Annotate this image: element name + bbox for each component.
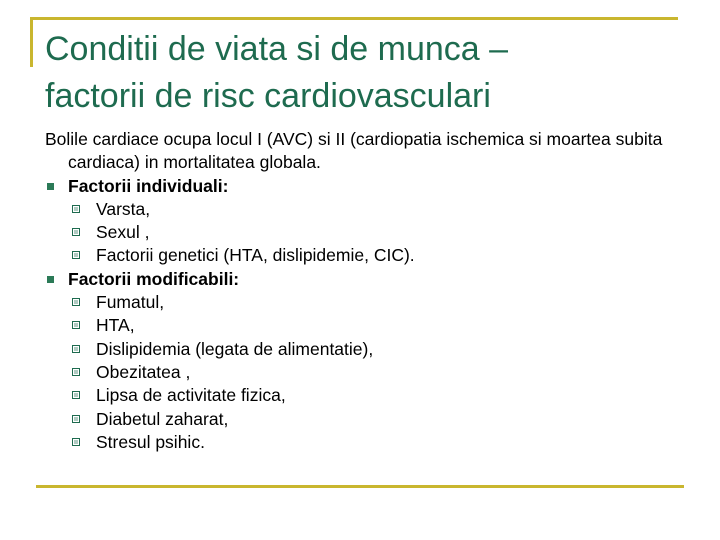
hollow-square-bullet-icon [72, 415, 80, 423]
hollow-square-bullet-icon [72, 438, 80, 446]
hollow-square-bullet-icon [72, 391, 80, 399]
top-accent-line [30, 17, 678, 20]
hollow-square-bullet-icon [72, 298, 80, 306]
list-item [45, 431, 685, 454]
hollow-square-bullet-icon [72, 368, 80, 376]
group-individual-factors [45, 175, 685, 198]
slide-title [45, 26, 685, 120]
list-item [45, 291, 685, 314]
list-item-text: Lipsa de activitate fizica, [96, 385, 286, 406]
list-item [45, 384, 685, 407]
slide-body [45, 128, 685, 454]
list-item [45, 314, 685, 337]
square-bullet-icon [47, 183, 54, 190]
hollow-square-bullet-icon [72, 345, 80, 353]
list-item [45, 338, 685, 361]
list-item [45, 408, 685, 431]
group-label: Factorii modificabili: [68, 268, 240, 289]
title-line-1: Conditii de viata si de munca – [45, 30, 509, 68]
hollow-square-bullet-icon [72, 321, 80, 329]
list-item [45, 361, 685, 384]
intro-paragraph: Bolile cardiace ocupa locul I (AVC) si II (cardiopatia ischemica si moartea subita cardiaca) in mortalitatea globala. [45, 129, 663, 173]
list-item-text: Varsta, [96, 198, 151, 219]
group-modifiable-factors [45, 268, 685, 291]
group-label: Factorii individuali: [68, 175, 229, 196]
list-item [45, 244, 685, 267]
left-accent-line [30, 17, 33, 67]
list-item-text: Stresul psihic. [96, 431, 205, 452]
list-item [45, 221, 685, 244]
list-item-text: Dislipidemia (legata de alimentatie), [96, 338, 374, 359]
list-item-text: Fumatul, [96, 292, 165, 313]
list-item [45, 198, 685, 221]
hollow-square-bullet-icon [72, 228, 80, 236]
list-item-text: Sexul , [96, 222, 150, 243]
list-item-text: HTA, [96, 315, 135, 336]
square-bullet-icon [47, 276, 54, 283]
bottom-accent-line [36, 485, 684, 488]
list-item-text: Obezitatea , [96, 361, 191, 382]
hollow-square-bullet-icon [72, 251, 80, 259]
list-item-text: Factorii genetici (HTA, dislipidemie, CIC). [96, 245, 415, 266]
hollow-square-bullet-icon [72, 205, 80, 213]
list-item-text: Diabetul zaharat, [96, 408, 229, 429]
title-line-2: factorii de risc cardiovasculari [45, 77, 491, 115]
